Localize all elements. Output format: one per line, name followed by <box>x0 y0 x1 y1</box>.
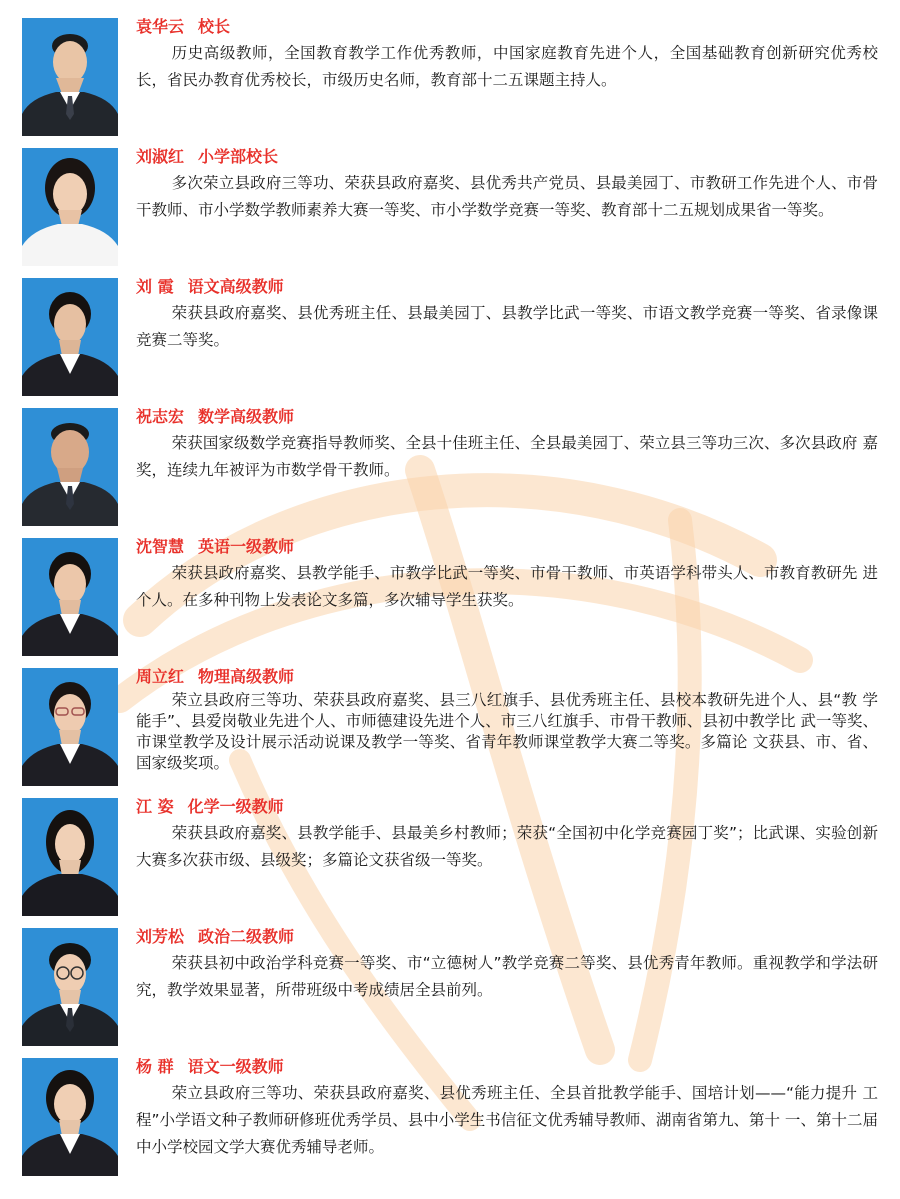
teacher-item <box>0 798 900 918</box>
teacher-name: 祝志宏 <box>136 407 185 426</box>
teacher-photo <box>22 408 118 526</box>
teacher-heading <box>136 796 284 818</box>
teacher-title: 政治二级教师 <box>198 927 295 946</box>
teacher-description: 荣获县政府嘉奖、县教学能手、县最美乡村教师；荣获“全国初中化学竞赛园丁奖”；比武课、实验创新大赛多次获市级、县级奖；多篇论文获省级一等奖。 <box>136 824 878 869</box>
teacher-description: 荣立县政府三等功、荣获县政府嘉奖、县优秀班主任、全县首批教学能手、国培计划——“能力提升 工程”小学语文种子教师研修班优秀学员、县中小学生书信征文优秀辅导教师、湖南省第九、第十 一、第十二届中小学校园文学大赛优秀辅导老师。 <box>136 1084 878 1156</box>
teacher-title: 语文一级教师 <box>187 1057 284 1076</box>
teacher-title: 语文高级教师 <box>187 277 284 296</box>
teacher-title: 化学一级教师 <box>187 797 284 816</box>
teacher-item <box>0 538 900 658</box>
teacher-item <box>0 148 900 268</box>
teacher-item <box>0 1058 900 1178</box>
teacher-photo <box>22 1058 118 1176</box>
teacher-heading <box>136 276 284 298</box>
teacher-item <box>0 278 900 398</box>
teacher-name: 刘 霞 <box>136 277 174 296</box>
teacher-heading <box>136 146 278 168</box>
teacher-name: 刘淑红 <box>136 147 185 166</box>
teacher-description: 荣获国家级数学竞赛指导教师奖、全县十佳班主任、全县最美园丁、荣立县三等功三次、多次县政府 嘉奖，连续九年被评为市数学骨干教师。 <box>136 434 878 479</box>
teacher-description: 荣获县初中政治学科竞赛一等奖、市“立德树人”教学竞赛二等奖、县优秀青年教师。重视教学和学法研究，教学效果显著，所带班级中考成绩居全县前列。 <box>136 954 878 999</box>
teacher-name: 刘芳松 <box>136 927 185 946</box>
teacher-title: 数学高级教师 <box>198 407 295 426</box>
teacher-heading <box>136 16 230 38</box>
teacher-name: 袁华云 <box>136 17 185 36</box>
teacher-item <box>0 18 900 138</box>
teacher-photo <box>22 18 118 136</box>
teacher-item <box>0 408 900 528</box>
teacher-description: 历史高级教师，全国教育教学工作优秀教师，中国家庭教育先进个人，全国基础教育创新研究优秀校长，省民办教育优秀校长，市级历史名师，教育部十二五课题主持人。 <box>136 44 878 89</box>
teacher-name: 沈智慧 <box>136 537 185 556</box>
teacher-name: 江 姿 <box>136 797 174 816</box>
teacher-item <box>0 928 900 1048</box>
teacher-photo <box>22 798 118 916</box>
teacher-photo <box>22 928 118 1046</box>
teacher-heading <box>136 926 294 948</box>
teacher-description: 荣获县政府嘉奖、县优秀班主任、县最美园丁、县教学比武一等奖、市语文教学竞赛一等奖、省录像课竞赛二等奖。 <box>136 304 878 349</box>
teacher-title: 小学部校长 <box>198 147 279 166</box>
teacher-item <box>0 668 900 788</box>
teacher-photo <box>22 668 118 786</box>
teacher-heading <box>136 536 294 558</box>
teacher-title: 物理高级教师 <box>198 667 295 686</box>
teacher-title: 校长 <box>198 17 231 36</box>
teacher-name: 杨 群 <box>136 1057 174 1076</box>
teacher-description: 荣获县政府嘉奖、县教学能手、市教学比武一等奖、市骨干教师、市英语学科带头人、市教育教研先 进个人。在多种刊物上发表论文多篇，多次辅导学生获奖。 <box>136 564 878 609</box>
teacher-name: 周立红 <box>136 667 185 686</box>
teacher-description: 多次荣立县政府三等功、荣获县政府嘉奖、县优秀共产党员、县最美园丁、市教研工作先进个人、市骨干教师、市小学数学教师素养大赛一等奖、市小学数学竞赛一等奖、教育部十二五规划成果省一等奖。 <box>136 174 878 219</box>
teacher-heading <box>136 1056 284 1078</box>
teacher-title: 英语一级教师 <box>198 537 295 556</box>
teacher-description: 荣立县政府三等功、荣获县政府嘉奖、县三八红旗手、县优秀班主任、县校本教研先进个人、县“教 学能手”、县爱岗敬业先进个人、市师德建设先进个人、市三八红旗手、市骨干教师、县初中教学比 武一等奖、市课堂教学及设计展示活动说课及教学一等奖、省青年教师课堂教学大赛二等奖。多篇论 文获县、市、省、国家级奖项。 <box>136 691 878 772</box>
teacher-heading <box>136 406 294 428</box>
teacher-heading <box>136 666 294 688</box>
teacher-photo <box>22 538 118 656</box>
teacher-photo <box>22 278 118 396</box>
teacher-photo <box>22 148 118 266</box>
